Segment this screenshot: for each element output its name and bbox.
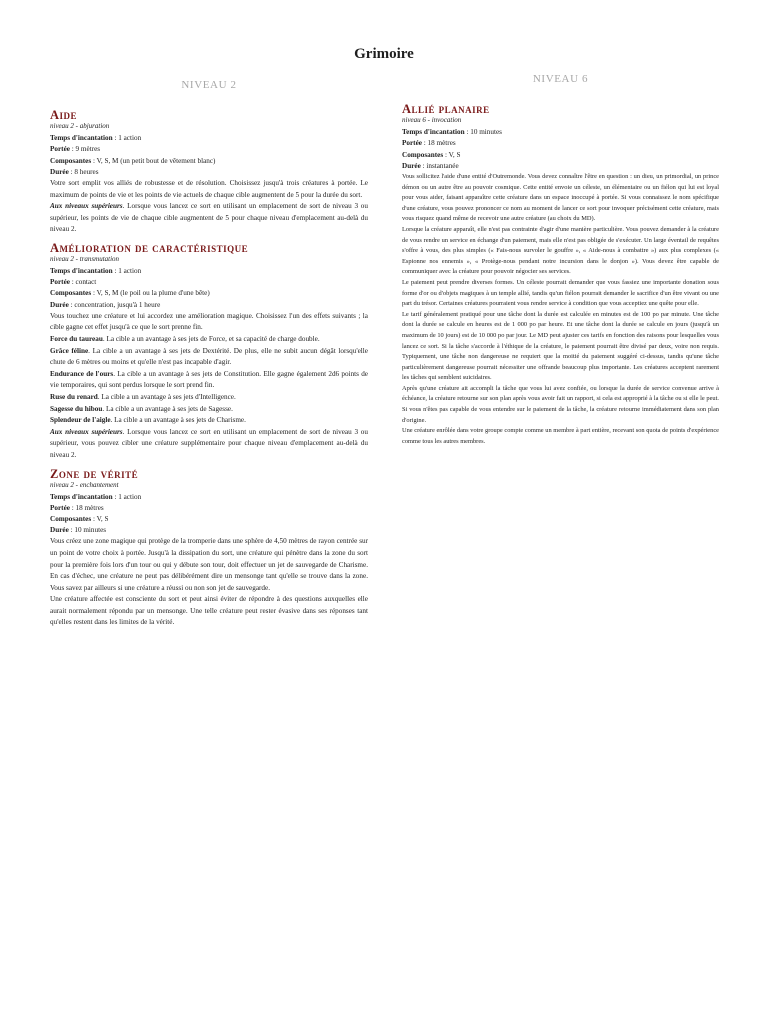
paragraph-lead: Splendeur de l'aigle [50, 416, 111, 425]
level-heading: NIVEAU 6 [532, 73, 589, 85]
spell-meta-line [50, 167, 368, 178]
paragraph-text: . La cible a un avantage à ses jets d'Intelligence. [97, 392, 236, 401]
spell-block [50, 109, 368, 236]
meta-value: : 9 mètres [69, 145, 101, 154]
spell-meta-line [402, 161, 719, 172]
paragraph: Votre sort emplit vos alliés de robustesse et de résolution. Choisissez jusqu'à trois créatures à portée. Le maximum de points de vie et les points de vie actuels de chaque cible augmentent de 5 pour la durée du sort. [50, 179, 368, 199]
meta-label: Composantes [50, 289, 92, 298]
right-column [402, 74, 719, 447]
spell-subtitle: niveau 2 - abjuration [50, 122, 110, 131]
paragraph-lead: Grâce féline [50, 346, 89, 355]
meta-label: Durée [50, 526, 69, 535]
paragraph [50, 334, 368, 346]
paragraph: Le tarif généralement pratiqué pour une tâche dont la durée est calculée en minutes est de 100 po par minute. Une tâche dont la durée se calcule en heures est de 1 000 po par heure. Et une tâche dont la durée se calcule en jours (jusqu'à un maximum de 10 jours) est de 10 000 po par jour. Le MD peut ajuster ces tarifs en fonction des raisons pour lesquelles vous lancez ce sort. Si la tâche s'accorde à l'éthique de la créature, le paiement pourrait être divisé par deux, voire non requis. Typiquement, une tâche non dangereuse ne requiert que la moitié du paiement suggéré ci-dessus, tandis qu'une tâche particulièrement dangereuse pourrait nécessiter une offrande beaucoup plus importante. Les créatures acceptent rarement les tâches qui semblent suicidaires. [402, 310, 719, 382]
paragraph-lead: Sagesse du hibou [50, 404, 103, 413]
paragraph: Une créature affectée est consciente du sort et peut ainsi éviter de répondre à des questions auxquelles elle aurait normalement répondu par un mensonge. Une telle créature peut rester évasive dans ses réponses tant qu'elles restent dans les limites de la vérité. [50, 595, 368, 627]
meta-label: Temps d'incantation [402, 128, 465, 137]
paragraph-lead: Force du taureau [50, 334, 103, 343]
left-column [50, 80, 368, 629]
paragraph: Vous créez une zone magique qui protège de la tromperie dans une sphère de 4,50 mètres de rayon centrée sur un point de votre choix à portée. Jusqu'à la dissipation du sort, une créature qui pénètre dans la zone du sort pour la première fois lors d'un tour ou qui y débute son tour, doit effectuer un jet de sauvegarde de Charisme. En cas d'échec, une créature ne peut pas délibérément dire un mensonge tant qu'elle se trouve dans la zone. Vous savez par ailleurs si une créature a réussi ou non son jet de sauvegarde. [50, 537, 368, 592]
paragraph-lead: Endurance de l'ours [50, 369, 114, 378]
paragraph [50, 415, 368, 427]
meta-label: Composantes [402, 150, 444, 159]
meta-value: : 1 action [112, 492, 142, 501]
spell-block [50, 242, 368, 462]
meta-label: Portée [402, 139, 422, 148]
spell-meta-line [50, 266, 368, 277]
spell-meta-line [50, 514, 368, 525]
paragraph [50, 369, 368, 392]
meta-value: : concentration, jusqu'à 1 heure [68, 300, 161, 309]
spell-subtitle: niveau 2 - enchantement [50, 480, 119, 489]
level-heading: NIVEAU 2 [181, 79, 237, 91]
meta-value: : 8 heures [68, 167, 99, 176]
paragraph-lead: Ruse du renard [50, 392, 98, 401]
spell-meta-line [50, 492, 368, 503]
paragraph-lead: Aux niveaux supérieurs [50, 202, 123, 211]
spell-name: Aide [50, 108, 78, 123]
meta-label: Portée [50, 145, 70, 154]
meta-value: : 18 mètres [421, 139, 456, 148]
spell-list [50, 109, 368, 629]
spell-block [50, 468, 368, 630]
spell-meta-line [50, 288, 368, 299]
meta-value: : V, S, M (un petit bout de vêtement blanc) [91, 156, 216, 165]
paragraph [50, 201, 368, 236]
page-title: Grimoire [354, 46, 414, 62]
spell-meta-line [50, 156, 368, 167]
paragraph [50, 346, 368, 369]
paragraph [50, 427, 368, 462]
meta-label: Composantes [50, 514, 92, 523]
spell-meta-line [50, 144, 368, 155]
meta-label: Portée [50, 278, 70, 287]
meta-label: Portée [50, 503, 70, 512]
meta-label: Temps d'incantation [50, 134, 113, 143]
spell-meta-line [402, 127, 719, 138]
spell-list [402, 103, 719, 447]
paragraph [50, 404, 368, 416]
meta-label: Durée [50, 167, 69, 176]
spell-block [402, 103, 719, 447]
meta-value: : 10 minutes [68, 526, 107, 535]
meta-value: : contact [69, 278, 97, 287]
meta-label: Composantes [50, 156, 92, 165]
paragraph-text: . La cible a un avantage à ses jets de Constitution. Elle gagne également 2d6 points de vie temporaires, qui sont perdus lorsque le sort prend fin. [50, 369, 368, 390]
paragraph-text: . La cible a un avantage à ses jets de Sagesse. [102, 404, 233, 413]
spell-name: Allié planaire [402, 102, 490, 117]
meta-value: : V, S [91, 514, 109, 523]
spell-meta-line [50, 525, 368, 536]
meta-value: : 18 mètres [69, 503, 104, 512]
paragraph: Après qu'une créature ait accompli la tâche que vous lui avez confiée, ou lorsque la durée de service convenue arrive à échéance, la créature retourne sur son plan après vous avoir fait un rapport, si cela est approprié à la tâche ou si elle le peut. Si vous n'êtes pas capable de vous entendre sur le paiement de la tâche, la créature retourne immédiatement dans son plan d'origine. [402, 384, 719, 424]
meta-label: Temps d'incantation [50, 266, 113, 275]
meta-value: : instantanée [420, 161, 459, 170]
meta-value: : V, S [443, 150, 461, 159]
spell-meta-line [50, 300, 368, 311]
spell-meta-line [50, 277, 368, 288]
spell-meta-line [402, 150, 719, 161]
spell-subtitle: niveau 6 - invocation [402, 116, 462, 125]
paragraph: Vous touchez une créature et lui accordez une amélioration magique. Choisissez l'un des effets suivants ; la cible gagne cet effet jusqu'à ce que le sort prenne fin. [50, 311, 368, 332]
meta-value: : 1 action [112, 266, 142, 275]
paragraph: Vous sollicitez l'aide d'une entité d'Outremonde. Vous devez connaître l'être en question : un dieu, un primordial, un prince démon ou un autre être au pouvoir cosmique. Cette entité envoie un céleste, un élémentaire ou un fiélon qui lui est loyal pour vous aider, faisant apparaître cette créature dans un espace inoccupé à portée. Si vous connaissez le nom spécifique d'une créature, vous pouvez prononcer ce nom au moment de lancer ce sort pour invoquer précisément cette créature, mais vous risquez quand même de recevoir une autre créature (au choix du MD). [402, 173, 719, 223]
spell-subtitle: niveau 2 - transmutation [50, 254, 120, 263]
spell-meta-line [50, 133, 368, 144]
meta-value: : 1 action [112, 134, 142, 143]
meta-label: Temps d'incantation [50, 492, 113, 501]
meta-label: Durée [402, 161, 421, 170]
paragraph-text: . La cible a un avantage à ses jets de Charisme. [110, 416, 246, 425]
paragraph [50, 392, 368, 404]
spell-meta-line [402, 138, 719, 149]
spell-name: Amélioration de caractéristique [50, 240, 249, 255]
spell-name: Zone de vérité [50, 466, 139, 481]
paragraph: Une créature enrôlée dans votre groupe compte comme un membre à part entière, recevant son quota de points d'expérience comme tous les autres membres. [402, 427, 719, 445]
spell-meta-line [50, 503, 368, 514]
meta-label: Durée [50, 300, 69, 309]
paragraph: Lorsque la créature apparaît, elle n'est pas contrainte d'agir d'une manière particulière. Vous pouvez demander à la créature de vous rendre un service en échange d'un paiement, mais elle n'est pas obligée de s'exécuter. Un large éventail de requêtes s'offre à vous, des plus simples (« Fais-nous survoler le gouffre », « Aide-nous à combattre ») aux plus complexes (« Espionne nos ennemis », « Protège-nous pendant notre incursion dans le donjon »). Vous devez être capable de communiquer avec la créature pour pouvoir négocier ses services. [402, 225, 719, 276]
meta-value: : 10 minutes [464, 128, 502, 137]
paragraph-text: . Lorsque vous lancez ce sort en utilisant un emplacement de sort de niveau 3 ou supérieur, vous pouvez cibler une créature supplémentaire pour chaque niveau d'emplacement au-delà du niveau 2. [50, 427, 368, 459]
paragraph-text: . La cible a un avantage à ses jets de Force, et sa capacité de charge double. [102, 334, 320, 343]
meta-value: : V, S, M (le poil ou la plume d'une bête) [91, 289, 210, 298]
paragraph-text: . La cible a un avantage à ses jets de Dextérité. De plus, elle ne subit aucun dégât lorsqu'elle chute de 6 mètres ou moins et qu'elle n'est pas incapable d'agir. [50, 346, 368, 367]
paragraph-lead: Aux niveaux supérieurs [50, 427, 123, 436]
paragraph-text: . Lorsque vous lancez ce sort en utilisant un emplacement de sort de niveau 3 ou supérieur, les points de vie de chaque cible augmentent de 5 pour chaque niveau d'emplacement au-delà du niveau 2. [50, 202, 368, 234]
paragraph: Le paiement peut prendre diverses formes. Un céleste pourrait demander que vous fassiez une importante donation sous forme d'or ou d'objets magiques à un temple allié, tandis qu'un fiélon pourrait demander le sacrifice d'un être vivant ou une part du trésor. Certaines créatures pourraient vous rendre service à condition que vous acceptiez une quête pour elle. [402, 278, 719, 308]
